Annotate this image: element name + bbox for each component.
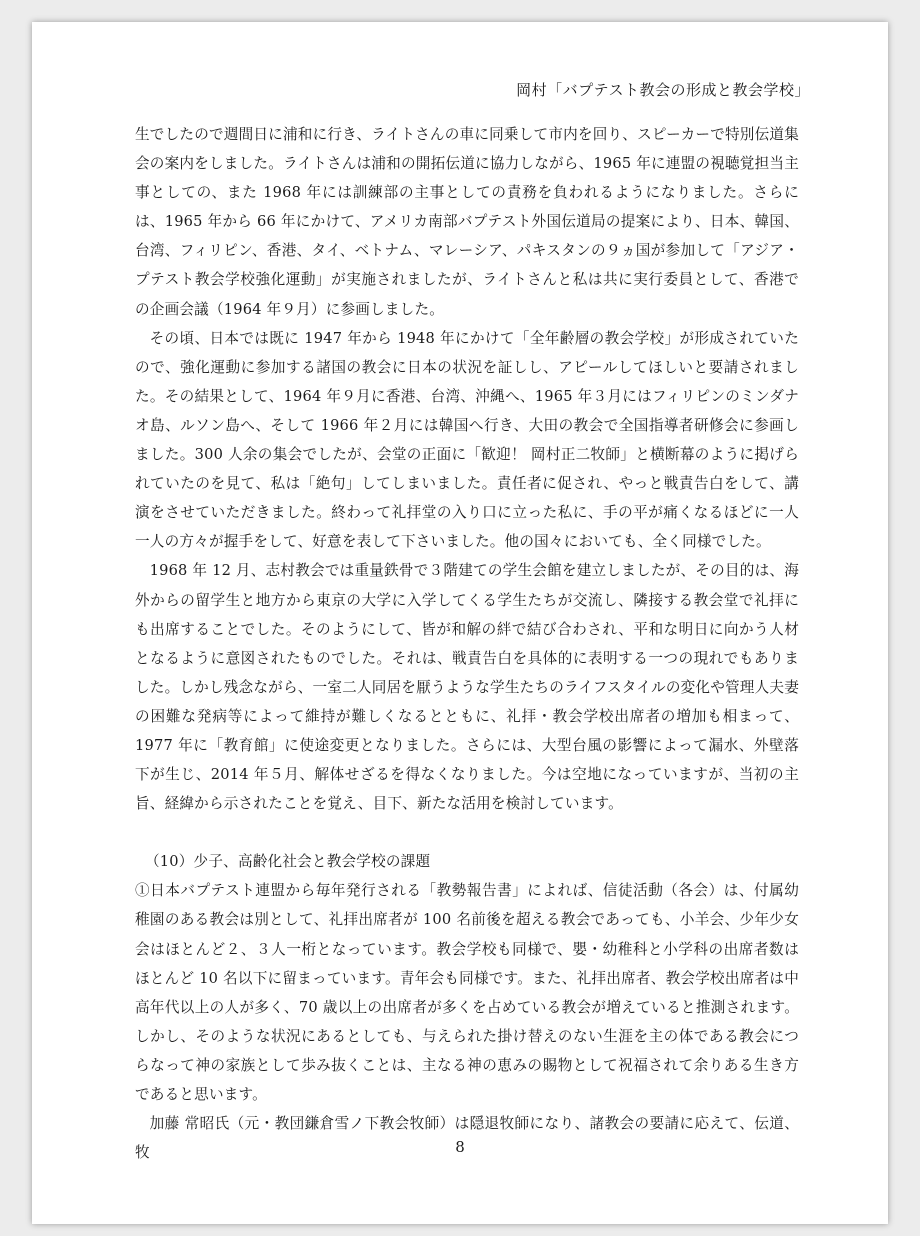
paragraph-5: 加藤 常昭氏（元・教団鎌倉雪ノ下教会牧師）は隠退牧師になり、諸教会の要請に応えて、伝道、牧	[135, 1115, 799, 1162]
section-heading: （10）少子、高齢化社会と教会学校の課題	[145, 853, 431, 871]
paragraph-3: 1968 年 12 月、志村教会では重量鉄骨で３階建ての学生会館を建立しましたが、その目的は、海外からの留学生と地方から東京の大学に入学してくる学生たちが交流し、隣接する教会堂で礼拝にも出席することでした。そのようにして、皆が和解の絆で結び合わされ、平和な明日に向かう人材となるように意図されたものでした。それは、戦責告白を具体的に表明する一つの現れでもありました。しかし残念ながら、一室二人同居を厭うような学生たちのライフスタイルの変化や管理人夫妻の困難な発病等によって維持が難しくなるとともに、礼拝・教会学校出席者の増加も相まって、1977 年に「教育館」に使途変更となりました。さらには、大型台風の影響によって漏水、外壁落下が生じ、2014 年５月、解体せざるを得なくなりました。今は空地になっていますが、当初の主旨、経緯から示されたことを覚え、目下、新たな活用を検討しています。	[135, 562, 799, 813]
document-page	[32, 22, 888, 1224]
running-header: 岡村「バプテスト教会の形成と教会学校」	[516, 81, 810, 99]
paragraph-2: その頃、日本では既に 1947 年から 1948 年にかけて「全年齢層の教会学校」が形成されていたので、強化運動に参加する諸国の教会に日本の状況を証しし、アピールしてほしいと要請されました。その結果として、1964 年９月に香港、台湾、沖縄へ、1965 年３月にはフィリピンのミンダナオ島、ルソン島へ、そして 1966 年２月には韓国へ行き、大田の教会で全国指導者研修会に参画しました。300 人余の集会でしたが、会堂の正面に「歓迎！ 岡村正二牧師」と横断幕のように掲げられていたのを見て、私は「絶句」してしまいました。責任者に促され、やっと戦責告白をして、講演をさせていただきました。終わって礼拝堂の入り口に立った私に、手の平が痛くなるほどに一人一人の方々が握手をして、好意を表して下さいました。他の国々においても、全く同様でした。	[135, 329, 799, 551]
paragraph-1: 生でしたので週間日に浦和に行き、ライトさんの車に同乗して市内を回り、スピーカーで特別伝道集会の案内をしました。ライトさんは浦和の開拓伝道に協力しながら、1965 年に連盟の視聴覚担当主事としての、また 1968 年には訓練部の主事としての責務を負われるようになりました。さらには、1965 年から 66 年にかけて、アメリカ南部バプテスト外国伝道局の提案により、日本、韓国、台湾、フィリピン、香港、タイ、ベトナム、マレーシア、パキスタンの９ヵ国が参加して「アジア・プテスト教会学校強化運動」が実施されましたが、ライトさんと私は共に実行委員として、香港での企画会議（1964 年９月）に参画しました。	[135, 126, 799, 318]
page-number: 8	[455, 1138, 465, 1156]
paragraph-4: ①日本バプテスト連盟から毎年発行される「教勢報告書」によれば、信徒活動（各会）は、付属幼稚園のある教会は別として、礼拝出席者が 100 名前後を超える教会であっても、小羊会、少年少女会はほとんど２、３人一桁となっています。教会学校も同様で、嬰・幼稚科と小学科の出席者数はほとんど 10 名以下に留まっています。青年会も同様です。また、礼拝出席者、教会学校出席者は中高年代以上の人が多く、70 歳以上の出席者が多くを占めている教会が増えていると推測されます。しかし、そのような状況にあるとしても、与えられた掛け替えのない生涯を主の体である教会につらなって神の家族として歩み抜くことは、主なる神の恵みの賜物として祝福されて余りある生き方であると思います。	[135, 882, 799, 1103]
body-text	[135, 120, 799, 1167]
